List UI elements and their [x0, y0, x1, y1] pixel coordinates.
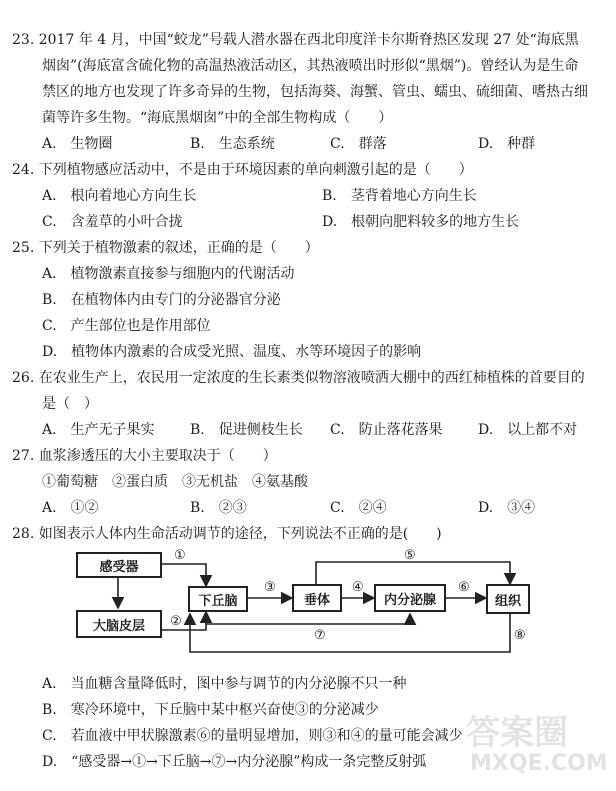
- q25-option-a: A. 植物激素直接参与细胞内的代谢活动: [42, 266, 295, 282]
- regulation-diagram: [70, 548, 530, 660]
- q27-option-c: C. ②④: [330, 500, 387, 516]
- q28-option-b: B. 寒冷环境中，下丘脑中某中枢兴奋使③的分泌减少: [42, 702, 379, 718]
- label-3: ③: [264, 580, 276, 595]
- q28-option-d: D. “感受器→①→下丘脑→⑦→内分泌腺”构成一条完整反射弧: [42, 754, 427, 770]
- q26-option-c: C. 防止落花落果: [330, 422, 443, 438]
- q27-stem: 27. 血浆渗透压的大小主要取决于（ ）: [12, 448, 277, 464]
- label-4: ④: [352, 580, 364, 595]
- q26-line-2: 是（ ）: [42, 396, 98, 412]
- label-1: ①: [174, 548, 186, 563]
- box-receptor: 感受器: [76, 552, 162, 578]
- label-2: ②: [170, 614, 182, 629]
- q24-stem: 24. 下列植物感应活动中，不是由于环境因素的单向刺激引起的是（ ）: [12, 162, 473, 178]
- q23-line-4: 菌等许多生物。“海底黑烟囱”中的全部生物构成（ ）: [42, 110, 393, 126]
- q28-option-c: C. 若血液中甲状腺激素⑥的量明显增加，则③和④的量可能会减少: [42, 728, 463, 744]
- q23-line-3: 禁区的地方也发现了许多奇异的生物，包括海葵、海蟹、管虫、蠕虫、硫细菌、嗜热古细: [42, 84, 588, 100]
- watermark: [460, 705, 610, 785]
- arrow-1: [162, 564, 206, 586]
- q27-option-d: D. ③④: [478, 500, 536, 516]
- q23-option-d: D. 种群: [478, 136, 536, 152]
- q23-line-1: 23. 2017 年 4 月，中国“蛟龙”号载人潜水器在西北印度洋卡尔斯脊热区发现 27 处“海底黑: [12, 32, 579, 48]
- label-5: ⑤: [404, 548, 416, 563]
- box-pituitary: 垂体: [292, 584, 342, 612]
- q27-items: ①葡萄糖 ②蛋白质 ③无机盐 ④氨基酸: [42, 474, 308, 490]
- q25-stem: 25. 下列关于植物激素的叙述，正确的是（ ）: [12, 240, 319, 256]
- q27-option-a: A. ①②: [42, 500, 99, 516]
- q24-option-b: B. 茎背着地心方向生长: [322, 188, 477, 204]
- q23-option-c: C. 群落: [330, 136, 387, 152]
- q24-option-d: D. 根朝向肥料较多的地方生长: [322, 214, 520, 230]
- arrow-8: [190, 614, 510, 652]
- q27-option-b: B. ②③: [190, 500, 247, 516]
- box-hypothalamus: 下丘脑: [188, 586, 248, 612]
- q28-option-a: A. 当血糖含量降低时，图中参与调节的内分泌腺不只一种: [42, 676, 407, 692]
- q23-option-a: A. 生物圈: [42, 136, 113, 152]
- box-endocrine-gland: 内分泌腺: [374, 584, 446, 612]
- q26-option-b: B. 促进侧枝生长: [190, 422, 303, 438]
- box-cerebral-cortex: 大脑皮层: [76, 610, 162, 638]
- watermark-url: MXQE.COM: [470, 751, 608, 776]
- q26-option-d: D. 以上都不对: [478, 422, 578, 438]
- label-6: ⑥: [458, 580, 470, 595]
- arrow-2: [162, 612, 206, 630]
- q24-option-c: C. 含羞草的小叶合拢: [42, 214, 183, 230]
- box-tissue: 组织: [486, 584, 530, 614]
- q25-option-d: D. 植物体内激素的合成受光照、温度、水等环境因子的影响: [42, 344, 422, 360]
- q23-line-2: 烟囱”(海底富含硫化物的高温热液活动区，其热液喷出时形似“黑烟”)。曾经认为是生命: [42, 58, 579, 74]
- label-8: ⑧: [514, 628, 526, 643]
- q24-option-a: A. 根向着地心方向生长: [42, 188, 197, 204]
- q25-option-b: B. 在植物体内由专门的分泌器官分泌: [42, 292, 281, 308]
- q25-option-c: C. 产生部位也是作用部位: [42, 318, 211, 334]
- q26-line-1: 26. 在农业生产上，农民用一定浓度的生长素类似物溶液喷洒大棚中的西红柿植株的首要目的: [12, 370, 585, 386]
- q26-option-a: A. 生产无子果实: [42, 422, 155, 438]
- arrow-5: [316, 562, 510, 584]
- label-7: ⑦: [314, 628, 326, 643]
- q23-option-b: B. 生态系统: [190, 136, 275, 152]
- q28-stem: 28. 如图表示人体内生命活动调节的途径，下列说法不正确的是( ): [12, 526, 442, 542]
- watermark-text: 答案圈: [466, 713, 568, 753]
- arrow-7: [206, 612, 410, 624]
